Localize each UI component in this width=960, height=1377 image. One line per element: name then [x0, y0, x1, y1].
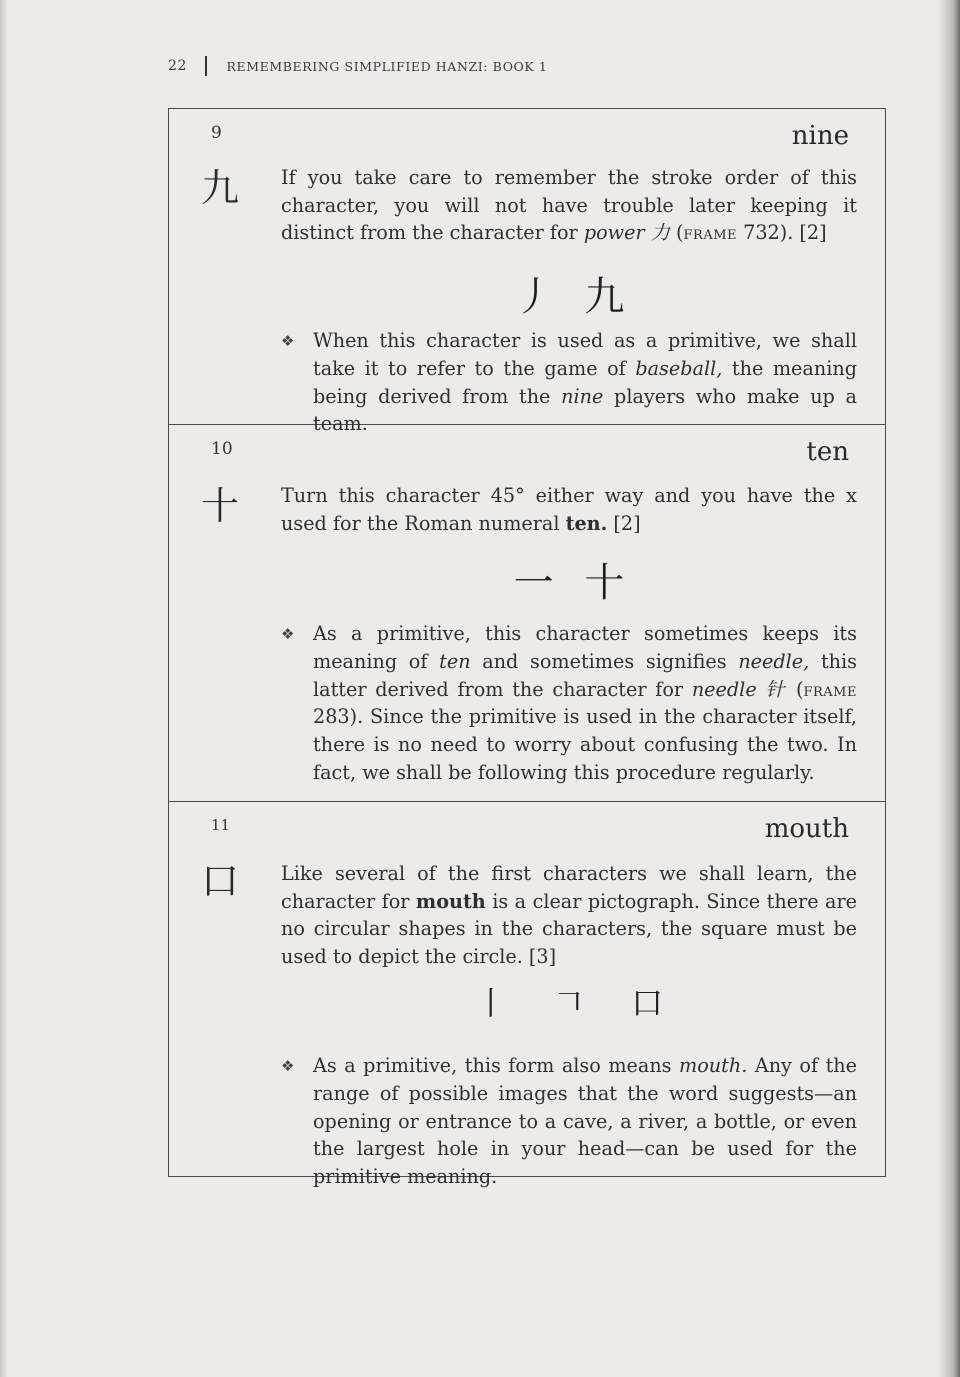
stroke-order: 丿 九 — [513, 274, 625, 320]
frame-keyword: mouth — [764, 814, 849, 844]
frame-character: 九 — [201, 166, 240, 210]
bullet-icon: ❖ — [281, 625, 295, 643]
frame-explanation: Like several of the first characters we shall learn, the character for mouth is a clear pictograph. Since there are no circular shapes in the characters, the square must be used to depict the circle. [3] — [281, 862, 857, 968]
frame-number: 11 — [211, 816, 231, 834]
page-edge-right — [938, 0, 960, 1377]
stroke-order: 丨 𠃍 口 — [474, 984, 664, 1022]
primitive-note: ❖ As a primitive, this character sometimes keeps its meaning of ten and sometimes signifies needle, this latter derived from the character for needle 针 (frame 283). Since the primitive is used in the character itself, there is no need to worry about confusing the two. In fact, we shall be following this procedure regularly. — [281, 622, 857, 784]
header-separator — [205, 56, 207, 76]
running-header — [168, 56, 547, 76]
page-edge-left — [0, 0, 8, 1377]
frame-11 — [169, 802, 885, 1189]
frame-explanation: If you take care to remember the stroke order of this character, you will not have trouble later keeping it distinct from the character for power 力 (frame 732). [2] — [281, 166, 857, 244]
frame-keyword: ten — [806, 437, 849, 467]
frame-9 — [169, 109, 885, 436]
book-title: REMEMBERING SIMPLIFIED HANZI: BOOK 1 — [226, 58, 548, 74]
frame-character: 口 — [201, 859, 240, 903]
primitive-note: ❖ When this character is used as a primitive, we shall take it to refer to the game of baseball, the meaning being derived from the nine players who make up a team. — [281, 329, 857, 436]
frame-character: 十 — [201, 484, 240, 528]
page-number: 22 — [168, 58, 188, 74]
frame-keyword: nine — [791, 121, 849, 151]
bullet-icon: ❖ — [281, 332, 295, 350]
stroke-order: 一 十 — [513, 560, 625, 606]
frame-10 — [169, 425, 885, 802]
frame-number: 10 — [211, 439, 233, 459]
bullet-icon: ❖ — [281, 1057, 295, 1075]
frame-explanation: Turn this character 45° either way and you have the x used for the Roman numeral ten. [2] — [281, 484, 857, 535]
frame-number: 9 — [211, 123, 222, 143]
frames-table — [168, 108, 886, 1189]
primitive-note: ❖ As a primitive, this form also means mouth. Any of the range of possible images that the word suggests—an opening or entrance to a cave, a river, a bottle, or even the largest hole in your head—can be used for the primitive meaning. — [281, 1054, 857, 1189]
